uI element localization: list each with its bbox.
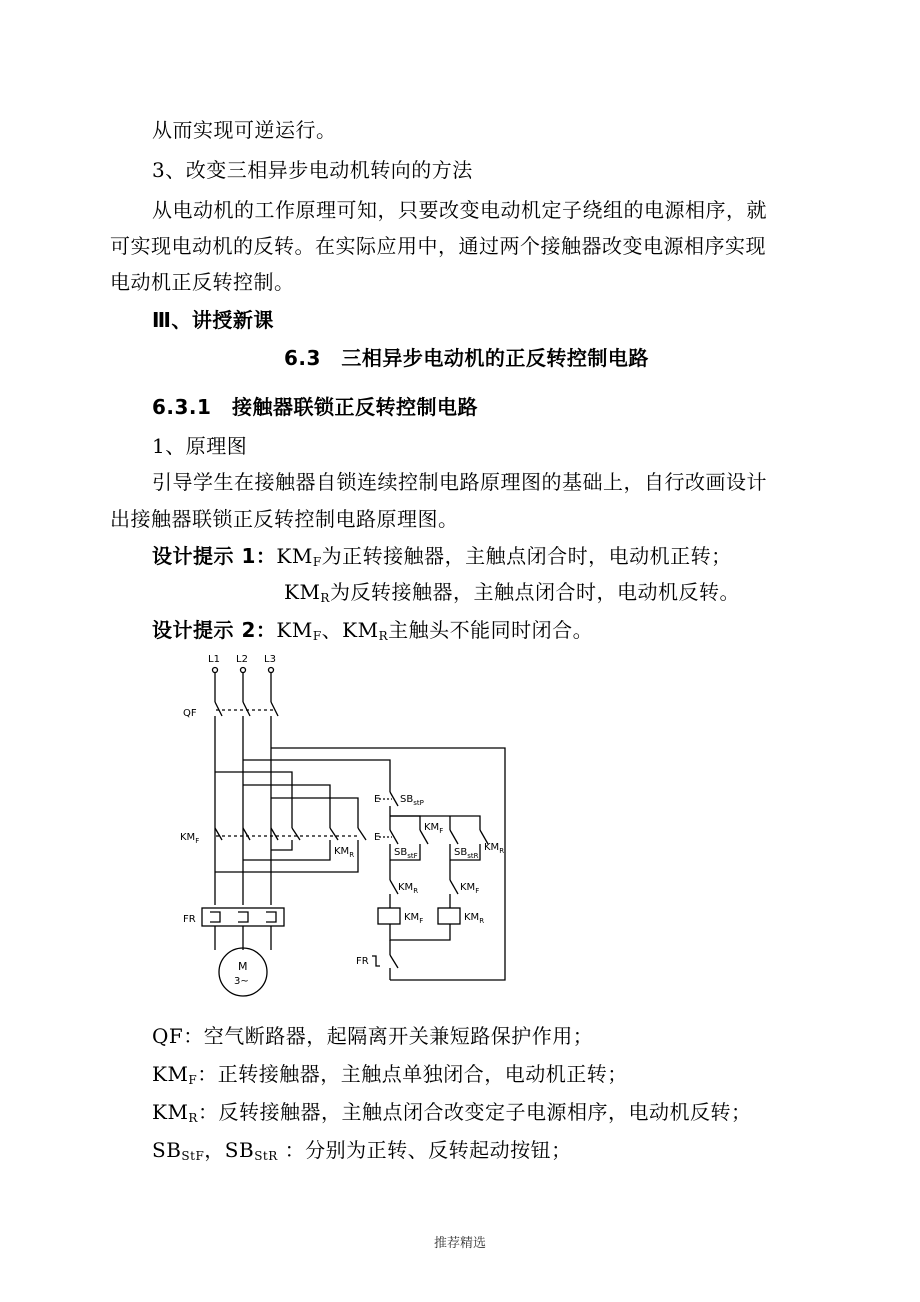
kmr-hold-km: KM [484,842,500,853]
sbstf-sub: stF [407,852,418,860]
label-qf: QF [183,708,197,719]
kmf-coil-km: KM [404,912,420,923]
guide-line-1: 引导学生在接触器自锁连续控制电路原理图的基础上，自行改画设计 [152,470,767,494]
label-l2: L2 [236,654,248,665]
kmr-coil [438,908,460,924]
terminal-l3 [269,668,274,673]
label-l3: L3 [264,654,276,665]
qf-contact-1 [215,702,222,716]
sbstf-sb: SB [394,847,408,858]
sbstp-sb: SB [400,794,414,805]
legend-sb [152,1136,572,1164]
hint-2-label: 设计提示 2： [152,618,277,642]
fr-contact-symbol [372,956,380,966]
label-sbstr [454,847,479,860]
kmf-int-sub: F [475,887,480,895]
legend-sb-sub-f: StF [181,1149,205,1163]
hint-2 [152,616,593,644]
legend-kmf-prefix: KM [152,1062,189,1086]
kmr-int-km: KM [398,882,414,893]
hint-2-sep: 、 [321,618,343,642]
section-heading: Ⅲ、讲授新课 [152,308,274,332]
label-kmr [334,846,354,859]
kmr-coil-km: KM [464,912,480,923]
hint-1b-sub: R [320,591,330,605]
kmr-contact-1 [292,828,300,840]
fr-element-2 [238,912,248,922]
hint-1b-km: KM [284,580,321,604]
wire [390,924,450,940]
para-line-1: 从而实现可逆运行。 [152,118,337,142]
kmf-interlock [450,880,458,894]
legend-qf: QF：空气断路器，起隔离开关兼短路保护作用； [152,1024,594,1048]
sbstp-sub: stP [413,799,424,807]
para-line-5: 电动机正反转控制。 [110,270,295,294]
qf-contact-2 [243,702,250,716]
hint-1 [152,542,732,570]
kmf-coil [378,908,400,924]
label-kmf-hold [424,822,443,835]
hint-2-text: 主触头不能同时闭合。 [388,618,594,642]
legend-kmr-text: ：反转接触器，主触点闭合改变定子电源相序，电动机反转； [197,1100,752,1124]
para-line-3: 从电动机的工作原理可知，只要改变电动机定子绕组的电源相序，就 [152,198,767,222]
hint-2-kmr: KM [342,618,379,642]
kmf-contact-2 [243,828,250,840]
hint-1b [284,578,740,606]
label-kmr-hold [484,842,504,855]
kmr-contact-3 [358,828,366,840]
hint-2-kmf-sub: F [312,629,322,643]
label-sbstf [394,847,418,860]
chapter-heading: 6.3 三相异步电动机的正反转控制电路 [284,346,649,370]
label-sbstp [400,794,424,807]
subsection-heading: 6.3.1 接触器联锁正反转控制电路 [152,395,478,419]
item-1: 1、原理图 [152,434,248,458]
label-kmr-interlock [398,882,418,895]
terminal-l2 [241,668,246,673]
para-line-4: 可实现电动机的反转。在实际应用中，通过两个接触器改变电源相序实现 [110,234,766,258]
sb-str-contact [450,830,458,844]
legend-kmf-text: ：正转接触器，主触点单独闭合，电动机正转； [197,1062,628,1086]
hint-2-kmf: KM [276,618,313,642]
hint-1-label: 设计提示 1： [152,544,277,568]
label-kmf [180,832,199,845]
qf-contact-3 [271,702,278,716]
fr-box [202,908,284,926]
circuit-diagram [180,650,520,1005]
label-fr: FR [183,914,196,925]
label-kmf-coil [404,912,423,925]
wire [271,840,292,850]
kmf-coil-sub: F [419,917,424,925]
legend-sb-prefix: SB [152,1138,182,1162]
wire [390,816,420,830]
kmf-contact-1 [215,828,222,840]
label-e2: E [374,832,381,843]
hint-1-km: KM [276,544,313,568]
kmr-coil-sub: R [479,917,485,925]
legend-kmr-sub: R [188,1111,198,1125]
kmf-sub: F [195,837,200,845]
page-footer: 推荐精选 [433,1236,486,1251]
label-e1: E [374,794,381,805]
motor-m: M [238,960,248,973]
kmr-contact-2 [330,828,338,840]
hint-1b-text: 为反转接触器，主触点闭合时，电动机反转。 [329,580,740,604]
fr-contact [390,955,398,968]
fr-element-3 [266,912,276,922]
label-fr2: FR [356,956,369,967]
legend-kmf [152,1060,628,1088]
legend-sb-comma: ， [204,1138,225,1162]
legend-sb-prefix2: SB [224,1138,255,1162]
kmf-hold-sub: F [439,827,444,835]
terminal-l1 [213,668,218,673]
legend-sb-text: ：分别为正转、反转起动按钮； [277,1138,572,1162]
kmf-contact-3 [271,828,278,840]
wire [243,760,390,792]
label-kmr-coil [464,912,484,925]
guide-line-2: 出接触器联锁正反转控制电路原理图。 [110,507,459,531]
kmr-sub: R [349,851,355,859]
kmr-int-sub: R [413,887,419,895]
kmr-interlock [390,880,398,894]
hint-2-kmr-sub: R [378,629,389,643]
legend-sb-sub-r: StR [254,1149,278,1163]
hint-1-text: 为正转接触器，主触点闭合时，电动机正转； [321,544,732,568]
fr-element-1 [210,912,220,922]
wire [271,748,505,980]
kmr-km: KM [334,846,350,857]
legend-kmf-sub: F [188,1073,198,1087]
kmf-int-km: KM [460,882,476,893]
legend-kmr [152,1098,751,1126]
kmf-km: KM [180,832,196,843]
sbstr-sub: stR [467,852,479,860]
wire [243,785,330,828]
kmr-hold-sub: R [499,847,505,855]
para-line-2: 3、改变三相异步电动机转向的方法 [152,158,473,182]
label-kmf-interlock [460,882,479,895]
wire [215,772,292,828]
label-l1: L1 [208,654,220,665]
motor-phase: 3~ [234,976,249,987]
wire [271,798,358,828]
hint-1-sub: F [312,555,322,569]
legend-kmr-prefix: KM [152,1100,189,1124]
sbstr-sb: SB [454,847,468,858]
kmf-hold-km: KM [424,822,440,833]
